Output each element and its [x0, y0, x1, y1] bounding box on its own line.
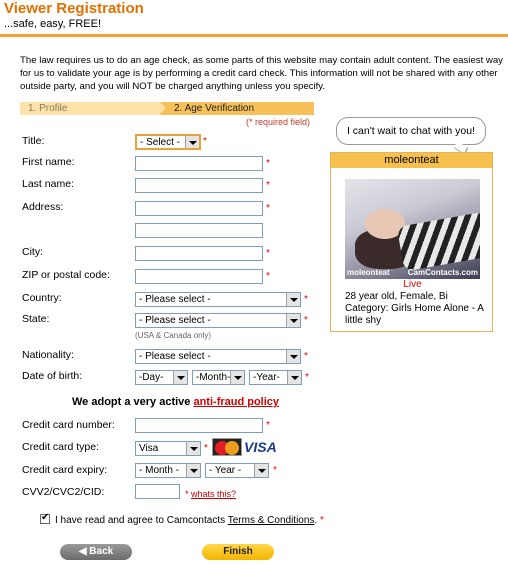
title-select-value: - Select -	[140, 137, 181, 148]
required-marker: *	[304, 351, 308, 362]
expiry-month-value: - Month -	[139, 465, 180, 476]
card-type-label: Credit card type:	[22, 441, 100, 453]
progress-steps	[20, 102, 314, 115]
dob-label: Date of birth:	[22, 370, 83, 382]
agree-suffix: .	[314, 515, 318, 526]
step-arrow	[160, 102, 166, 114]
required-marker: *	[266, 271, 270, 282]
whats-this-link[interactable]: whats this?	[191, 489, 237, 499]
title-select[interactable]	[135, 134, 201, 150]
photo-caption-name: moleonteat	[347, 268, 390, 277]
chevron-down-icon	[186, 464, 200, 477]
dob-month-value: -Month-	[196, 372, 231, 383]
page-subtitle: ...safe, easy, FREE!	[4, 18, 101, 30]
address-line1-input[interactable]	[135, 201, 263, 216]
state-label: State:	[22, 313, 50, 325]
agree-checkbox[interactable]	[40, 514, 50, 524]
chevron-down-icon	[287, 371, 301, 384]
chevron-down-icon	[254, 464, 268, 477]
card-type-value: Visa	[139, 443, 159, 454]
required-note: (* required field)	[246, 117, 311, 127]
required-marker: *	[204, 443, 208, 454]
first-name-input[interactable]	[135, 156, 263, 171]
last-name-input[interactable]	[135, 178, 263, 193]
last-name-label: Last name:	[22, 178, 74, 190]
required-marker: *	[266, 158, 270, 169]
city-label: City:	[22, 246, 43, 258]
required-marker: *	[305, 372, 309, 383]
chevron-down-icon	[286, 350, 300, 363]
performer-info	[345, 291, 490, 327]
country-select-value: - Please select -	[139, 294, 211, 305]
anti-fraud-link[interactable]: anti-fraud policy	[193, 396, 280, 408]
back-arrow-icon: ◀	[78, 546, 90, 557]
expiry-month-select[interactable]	[135, 463, 201, 478]
first-name-label: First name:	[22, 156, 75, 168]
cvv-input[interactable]	[135, 484, 180, 499]
city-input[interactable]	[135, 246, 263, 261]
state-note: (USA & Canada only)	[135, 331, 212, 340]
state-select-value: - Please select -	[139, 315, 211, 326]
agree-text	[55, 515, 324, 526]
dob-year-select[interactable]	[249, 370, 302, 385]
required-marker: *	[266, 203, 270, 214]
photo-caption-site: CamContacts.com	[407, 268, 478, 277]
header-divider	[0, 34, 508, 37]
required-marker: *	[273, 465, 277, 476]
card-number-label: Credit card number:	[22, 419, 115, 431]
chevron-down-icon	[173, 371, 187, 384]
required-marker: *	[304, 294, 308, 305]
step-profile[interactable]	[20, 102, 160, 115]
back-button[interactable]	[60, 544, 132, 560]
country-select[interactable]	[135, 292, 301, 307]
mastercard-logo	[212, 438, 242, 456]
required-marker: *	[203, 136, 207, 147]
finish-button[interactable]: Finish	[202, 544, 274, 560]
whats-this: * whats this?	[185, 489, 237, 499]
performer-card[interactable]	[330, 152, 493, 332]
chevron-down-icon	[286, 314, 300, 327]
card-logos	[212, 438, 277, 456]
chevron-down-icon	[286, 293, 300, 306]
chevron-down-icon	[185, 136, 199, 149]
nationality-select-value: - Please select -	[139, 351, 211, 362]
state-select[interactable]	[135, 313, 301, 328]
nationality-select[interactable]	[135, 349, 301, 364]
terms-link[interactable]: Terms & Conditions	[227, 515, 315, 526]
required-marker: *	[319, 515, 324, 526]
country-label: Country:	[22, 292, 62, 304]
step-age-verification: 2. Age Verification	[160, 102, 314, 115]
performer-details: 28 year old, Female, Bi	[345, 291, 448, 302]
cvv-label: CVV2/CVC2/CID:	[22, 486, 105, 498]
dob-day-value: -Day-	[139, 372, 164, 383]
agree-label: I have read and agree to Camcontacts	[55, 515, 226, 526]
address-label: Address:	[22, 201, 64, 213]
required-marker: *	[266, 420, 270, 431]
required-marker: *	[266, 248, 270, 259]
speech-bubble: I can't wait to chat with you!	[336, 117, 486, 145]
performer-photo[interactable]	[345, 179, 480, 279]
back-button-label: Back	[89, 546, 114, 557]
dob-day-select[interactable]	[135, 370, 188, 385]
intro-text: The law requires us to do an age check, as some parts of this website may contain adult content. The easiest way for us to validate your age is by performing a credit card check. This information will not be shared with any other outside party, and you will NOT be charged anything unless you specify.	[20, 55, 503, 92]
required-marker: *	[304, 315, 308, 326]
anti-fraud-notice	[72, 396, 279, 408]
zip-label: ZIP or postal code:	[22, 269, 110, 281]
page-header	[4, 0, 504, 31]
address-line2-input[interactable]	[135, 223, 263, 238]
anti-fraud-text: We adopt a very active	[72, 396, 191, 408]
chevron-down-icon	[230, 371, 244, 384]
dob-month-select[interactable]	[192, 370, 245, 385]
page-title: Viewer Registration	[4, 0, 144, 17]
expiry-year-select[interactable]	[205, 463, 269, 478]
card-number-input[interactable]	[135, 418, 263, 433]
dob-year-value: -Year-	[253, 372, 280, 383]
visa-logo: VISA	[244, 439, 277, 455]
live-status: Live	[403, 279, 422, 290]
card-expiry-label: Credit card expiry:	[22, 464, 108, 476]
card-type-select[interactable]	[135, 441, 201, 456]
performer-name: moleonteat	[331, 153, 492, 168]
performer-category: Category: Girls Home Alone - A little shy	[345, 303, 484, 326]
chevron-down-icon	[186, 442, 200, 455]
nationality-label: Nationality:	[22, 349, 74, 361]
title-label: Title:	[22, 135, 45, 147]
expiry-year-value: - Year -	[209, 465, 242, 476]
required-marker: *	[266, 180, 270, 191]
step-profile-label: 1. Profile	[28, 103, 68, 114]
zip-input[interactable]	[135, 269, 263, 284]
